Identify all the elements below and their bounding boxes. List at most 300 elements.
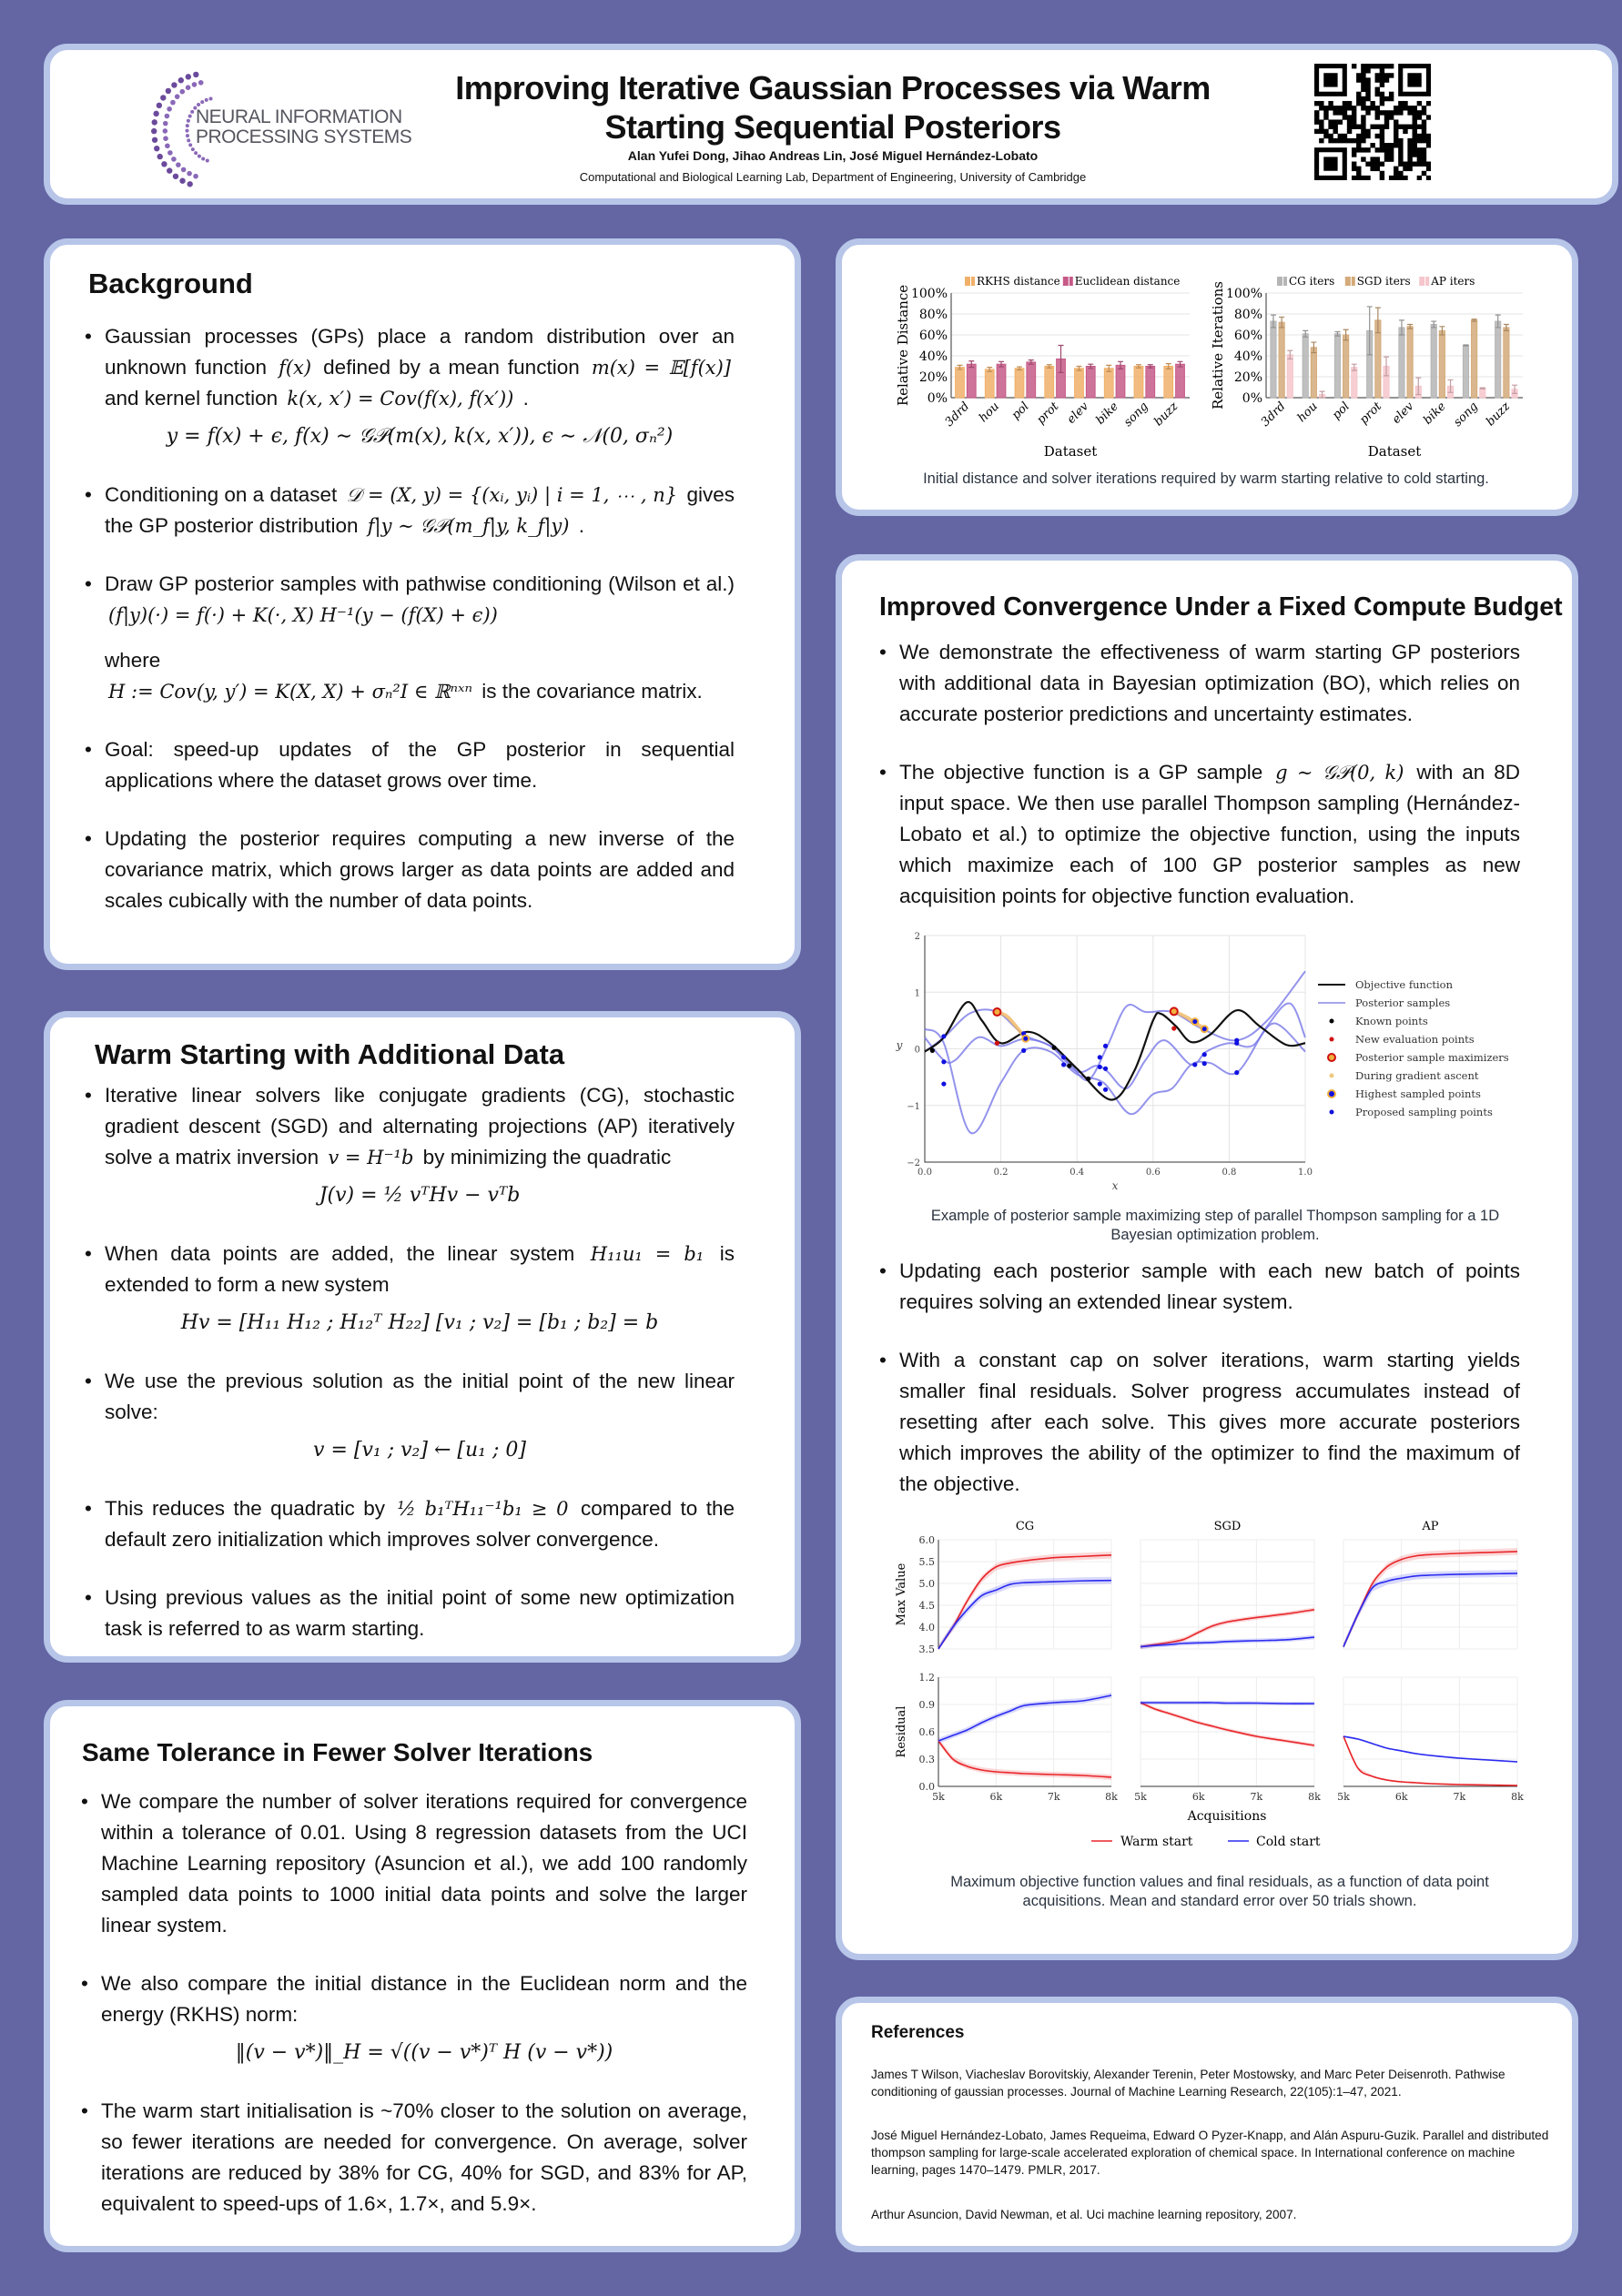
known-point [1086,1077,1090,1081]
y-tick-label: 100% [910,287,948,301]
legend-marker [1330,1037,1334,1042]
logo-dot [188,115,192,118]
logo-dot [190,110,194,114]
x-axis-label: x [1111,1179,1119,1192]
qr-module [1422,129,1426,134]
qr-module [1417,162,1422,167]
x-tick-label: prot [1034,400,1062,428]
y-tick-label: 80% [918,308,948,322]
qr-module [1422,138,1426,143]
reference-item: James T Wilson, Viacheslav Borovitskiy, Alexander Terenin, Peter Mostowsky, and Marc Peter Deisenroth. Pathwise conditioning of gaussian processes. Journal of Machine Learning Research, 22(105):1–47, 2021. [871,2068,1505,2099]
qr-module [1407,152,1412,157]
qr-module [1394,143,1398,147]
qr-module [1413,119,1417,124]
qr-module [1375,92,1380,96]
qr-module [1380,68,1384,73]
bullet-text: defined by a mean function [315,356,588,379]
qr-module [1422,147,1426,152]
qr-module [1370,143,1374,147]
bullet-item [883,1256,1520,1318]
x-tick-label: hou [1294,400,1321,426]
qr-module [1407,110,1412,115]
qr-module [1389,152,1394,157]
qr-module [1413,134,1417,138]
bar [1086,367,1095,399]
logo-line-2: PROCESSING SYSTEMS [196,126,412,147]
legend-label: Proposed sampling points [1355,1106,1493,1118]
qr-module [1352,176,1356,180]
qr-module [1365,82,1370,86]
bar [1164,367,1173,399]
bullet-text: Updating each posterior sample with each new batch of points requires solving an extended linear system. [899,1259,1520,1313]
qr-module [1398,157,1403,161]
bullet-item [88,1583,735,1644]
warm-start-band [1140,1701,1314,1747]
bar [1352,368,1357,398]
proposed-sampling-point [1234,1070,1239,1075]
qr-module [1314,129,1319,134]
posterior-sample-line [925,971,1305,1080]
logo-dot [198,155,201,158]
qr-module [1328,106,1333,110]
logo-dot [186,129,189,133]
affiliation: Computational and Biological Learning Lab, Department of Engineering, University of Cambridge [579,170,1087,184]
qr-module [1413,110,1417,115]
qr-module [1413,152,1417,157]
legend-label: Posterior sample maximizers [1355,1051,1509,1064]
bar [1075,369,1084,398]
qr-module [1352,125,1356,129]
x-tick-label: bike [1093,400,1121,428]
bullet-item [88,1493,735,1555]
y-tick-label: −2 [907,1158,920,1168]
y-tick-label: 60% [918,329,948,343]
y-tick-label: 5.0 [918,1578,935,1590]
legend-label: Posterior samples [1355,996,1451,1009]
inline-math: (f|y)(·) = f(·) + K(·, X) H⁻¹(y − (f(X) + ϵ)) [108,604,498,626]
qr-module [1380,64,1384,68]
qr-module [1417,125,1422,129]
y-tick-label: 40% [1233,349,1262,364]
logo-dot [187,181,192,187]
qr-module [1389,96,1394,101]
qr-module [1426,176,1431,180]
x-tick-label: elev [1389,400,1417,427]
logo-dot [186,74,191,79]
qr-module [1403,125,1407,129]
proposed-sampling-point [1098,1065,1102,1069]
references-heading: References [871,2023,965,2042]
x-tick-label: song [1121,400,1151,430]
qr-module [1413,162,1417,167]
y-tick-label: 40% [918,349,948,364]
qr-module [1413,138,1417,143]
qr-module [1413,143,1417,147]
legend-label: Euclidean distance [1074,275,1181,288]
proposed-sampling-point [1061,1055,1066,1059]
qr-module [1314,115,1319,119]
qr-code-icon[interactable] [1314,64,1431,180]
qr-module [1380,92,1384,96]
proposed-sampling-point [941,1059,946,1064]
qr-module [1338,106,1343,110]
qr-module [1394,125,1398,129]
x-tick-label: pol [1009,400,1032,423]
logo-dot [201,157,205,160]
bar [997,364,1006,398]
qr-module [1407,162,1412,167]
y-tick-label: 4.5 [918,1600,935,1612]
qr-module [1319,129,1323,134]
qr-module [1314,110,1319,115]
proposed-sampling-point [1103,1044,1108,1048]
qr-module [1380,134,1384,138]
logo-dot [152,119,157,125]
qr-module [1375,77,1380,82]
bullet-text: With a constant cap on solver iterations, warm starting yields smaller final residuals. Solver progress accumulates instead of resetting after each solve. This gives more accurate posteriors which improves the ability of the optimizer to find the maximum of the objective. [899,1349,1520,1495]
y-tick-label: 4.0 [918,1622,935,1633]
bullet-text: Gaussian processes (GPs) place a random distribution over an unknown function [105,325,735,379]
qr-module [1338,138,1343,143]
qr-module [1370,106,1374,110]
logo-dot [160,95,166,100]
qr-module [1389,147,1394,152]
bar [1334,334,1340,398]
logo-dot [181,167,187,173]
bullet-text: gives the GP posterior distribution [105,483,735,537]
bar [1399,328,1404,398]
logo-dot [193,72,198,77]
bullet-item [883,1345,1520,1500]
qr-module [1403,106,1407,110]
logo-dot [163,128,168,134]
qr-module [1361,138,1365,143]
qr-module [1398,106,1403,110]
qr-module [1319,106,1323,110]
title-line-2: Starting Sequential Posteriors [604,108,1061,146]
inline-math: f|y ∼ 𝒢𝒫(m_f|y, k_f|y) [367,515,570,537]
qr-module [1384,64,1389,68]
qr-module [1356,171,1361,176]
inline-math: H := Cov(y, y′) = K(X, X) + σₙ²I ∈ ℝⁿˣⁿ [108,681,472,703]
convergence-heading: Improved Convergence Under a Fixed Compute Budget [879,592,1563,622]
gradient-ascent-path [1174,1011,1204,1028]
cold-start-line [1343,1736,1517,1762]
warm-start-heading: Warm Starting with Additional Data [95,1038,565,1070]
bullet-text: is extended to form a new system [105,1242,735,1296]
qr-module [1384,147,1389,152]
legend-label: Objective function [1355,978,1453,991]
proposed-sampling-point [1192,1062,1197,1067]
qr-module [1426,167,1431,171]
qr-module [1389,115,1394,119]
objective-function-line [925,1002,1305,1099]
qr-module [1338,134,1343,138]
logo-dot [187,138,190,142]
qr-module [1403,176,1407,180]
qr-module [1356,143,1361,147]
legend-marker [1330,1019,1334,1024]
qr-module [1380,143,1384,147]
qr-module [1426,138,1431,143]
logo-dot [186,85,191,90]
bullet-text: is the covariance matrix. [475,680,703,703]
logo-dot [176,162,181,167]
qr-module [1398,176,1403,180]
qr-module [1380,138,1384,143]
qr-module [1356,77,1361,82]
display-equation: Hv = [H₁₁ H₁₂ ; H₁₂ᵀ H₂₂] [v₁ ; v₂] = [b₁ ; b₂] = b [180,1311,659,1334]
qr-module [1356,167,1361,171]
warm-start-line [1343,1552,1517,1647]
bullet-text: Goal: speed-up updates of the GP posterior in sequential applications where the dataset grows over time. [105,738,735,792]
bar [1343,335,1349,398]
bar [1431,325,1436,399]
qr-module [1384,73,1389,77]
bar [1472,320,1477,398]
qr-module [1361,134,1365,138]
known-point [1052,1046,1057,1050]
qr-module [1370,64,1374,68]
qr-module [1370,157,1374,161]
logo-dot [161,161,167,167]
gradient-ascent-path [997,1012,1025,1038]
qr-module [1403,129,1407,134]
proposed-sampling-point [1202,1061,1207,1066]
logo-dot [194,151,198,155]
qr-module [1398,125,1403,129]
qr-module [1333,110,1337,115]
bar [1146,367,1155,399]
qr-module [1356,147,1361,152]
qr-module [1384,119,1389,124]
qr-module [1398,143,1403,147]
convergence-caption: Maximum objective function values and final residuals, as a function of data point acquisitions. Mean and standard error over 50 trials shown. [950,1874,1489,1909]
warm-start-line [1140,1703,1314,1745]
x-tick-label: 5k [932,1791,945,1803]
logo-dot [163,136,168,141]
qr-module [1375,125,1380,129]
qr-module [1375,64,1380,68]
qr-module [1426,101,1431,106]
y-axis-label: Max Value [895,1563,908,1626]
qr-module [1370,101,1374,106]
bullet-item [85,2096,747,2220]
qr-module [1328,119,1333,124]
x-tick-label: 6k [1394,1791,1408,1803]
qr-module [1356,96,1361,101]
logo-dot [186,134,189,137]
qr-module [1398,147,1403,152]
bar [1045,367,1054,399]
qr-module [1361,82,1365,86]
qr-module [1356,125,1361,129]
qr-module [1352,106,1356,110]
legend-swatch [1352,277,1355,286]
bullet-text: This reduces the quadratic by [105,1497,394,1520]
x-tick-label: 8k [1308,1791,1321,1803]
bullet-text: Conditioning on a dataset [105,483,343,506]
logo-dot [188,143,192,147]
bar-charts [874,264,1547,464]
qr-module [1375,157,1380,161]
y-tick-label: 0.6 [918,1726,935,1738]
legend-swatch [971,277,975,286]
bullet-text: compared to the default zero initialization which improves solver convergence. [105,1497,735,1551]
bullet-text: We use the previous solution as the initial point of the new linear solve: [105,1370,735,1423]
inline-math: k(x, x′) = Cov(f(x), f(x′)) [287,388,514,410]
qr-module [1328,138,1333,143]
warm-start-list [88,1080,735,1672]
qr-module [1407,106,1412,110]
qr-module [1380,129,1384,134]
bullet-text: where [105,649,161,672]
legend-marker [1328,1054,1335,1061]
bullet-text: We demonstrate the effectiveness of warm starting GP posteriors with additional data in Bayesian optimization (BO), which relies on accurate posterior predictions and uncertainty estimates. [899,641,1520,725]
qr-module [1375,134,1380,138]
qr-module [1407,157,1412,161]
qr-module [1407,143,1412,147]
qr-module [1365,87,1370,92]
qr-module [1407,138,1412,143]
legend-label: New evaluation points [1355,1033,1475,1046]
qr-module [1389,92,1394,96]
y-tick-label: 2 [914,932,920,942]
qr-module [1352,152,1356,157]
y-tick-label: 1 [914,988,920,999]
qr-module [1398,162,1403,167]
bullet-text: with an 8D input space. We then use parallel Thompson sampling (Hernández-Lobato et al.) to optimize the objective function, using the inputs which maximize each of 100 GP posterior samples as new acquisition points for objective function evaluation. [899,761,1520,907]
bullet-text: We compare the number of solver iterations required for convergence within a tolerance of 0.01. Using 8 regression datasets from the UCI Machine Learning repository (Asuncion et al.), we add 100 randomly sampled data points to 1000 initial data points and solve the larger linear system. [101,1790,747,1937]
x-tick-label: bike [1421,400,1449,428]
qr-module [1375,106,1380,110]
panel-title: SGD [1213,1520,1242,1533]
qr-module [1361,119,1365,124]
y-tick-label: 0.3 [918,1754,935,1765]
qr-module [1422,119,1426,124]
convergence-plots [892,1515,1547,1856]
bullet-text: . [517,387,529,410]
qr-module [1365,77,1370,82]
qr-module [1375,73,1380,77]
qr-module [1365,106,1370,110]
logo-line-1: NEURAL INFORMATION [196,106,402,127]
posterior-sample-line [925,1003,1305,1133]
qr-module [1394,167,1398,171]
qr-module [1417,134,1422,138]
logo-dot [152,137,157,143]
y-tick-label: 20% [918,370,948,385]
qr-module [1422,157,1426,161]
qr-module [1343,106,1347,110]
bullet-item [85,1968,747,2068]
qr-module [1426,115,1431,119]
x-tick-label: 0.0 [917,1168,932,1178]
qr-module [1380,162,1384,167]
qr-module [1380,101,1384,106]
qr-module [1319,119,1323,124]
logo-dot [205,98,208,102]
bar [956,368,965,398]
bar [1027,362,1036,398]
legend-swatch [1425,277,1429,286]
qr-module [1426,162,1431,167]
qr-module [1417,101,1422,106]
legend-label: CG iters [1289,275,1335,288]
cold-start-line [1343,1573,1517,1647]
qr-module [1370,167,1374,171]
qr-module [1333,138,1337,143]
x-tick-label: 6k [989,1791,1003,1803]
y-axis-label: Relative Distance [895,284,911,407]
logo-dot [153,111,158,116]
x-tick-label: 8k [1105,1791,1118,1803]
qr-module [1389,73,1394,77]
qr-module [1365,147,1370,152]
qr-module [1314,119,1319,124]
warm-start-line [938,1555,1111,1649]
qr-module [1403,162,1407,167]
x-axis-label: Dataset [1043,443,1098,460]
qr-module [1407,167,1412,171]
qr-module [1407,147,1412,152]
qr-module [1347,115,1352,119]
tolerance-heading: Same Tolerance in Fewer Solver Iterations [82,1738,593,1766]
qr-module [1389,64,1394,68]
logo-dot [163,121,168,126]
qr-module [1413,115,1417,119]
display-equation: v = [v₁ ; v₂] ← [u₁ ; 0] [313,1439,526,1462]
qr-module [1394,129,1398,134]
qr-module [1365,162,1370,167]
qr-module [1407,125,1412,129]
x-axis-label: Acquisitions [1187,1809,1267,1824]
x-tick-label: 6k [1191,1791,1205,1803]
x-tick-label: elev [1064,400,1092,427]
reference-item: Arthur Asuncion, David Newman, et al. Uci machine learning repository, 2007. [871,2208,1297,2221]
logo-dot [167,106,172,112]
posterior-sample-maximizer [1171,1007,1178,1015]
qr-module [1370,125,1374,129]
qr-module [1343,101,1347,106]
proposed-sampling-point [941,1034,946,1038]
logo-dot [157,154,163,159]
qr-module [1375,115,1380,119]
qr-module [1375,167,1380,171]
qr-module [1365,176,1370,180]
legend-label: AP iters [1431,275,1475,288]
bar [967,364,976,398]
qr-module [1380,96,1384,101]
proposed-sampling-point [1098,1055,1102,1059]
background-list [88,321,735,944]
qr-module [1422,171,1426,176]
qr-module [1417,147,1422,152]
qr-module [1347,106,1352,110]
qr-module [1413,147,1417,152]
qr-module [1417,157,1422,161]
qr-module [1394,110,1398,115]
qr-module [1361,77,1365,82]
x-tick-label: hou [976,400,1002,426]
legend-marker [1330,1074,1334,1078]
qr-module [1398,138,1403,143]
bullet-text: We also compare the initial distance in the Euclidean norm and the energy (RKHS) norm: [101,1972,747,2026]
logo-dot [187,119,190,123]
qr-module [1403,101,1407,106]
bar [1504,328,1509,398]
panel-title: CG [1015,1520,1035,1533]
